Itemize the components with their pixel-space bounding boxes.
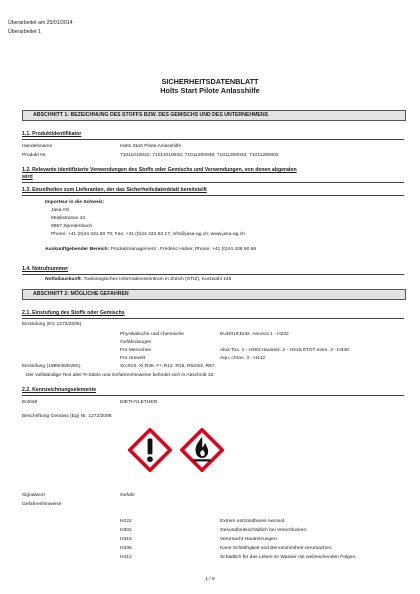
classification-row-label: Für Menschen	[120, 348, 152, 353]
subsection-1-3-title: 1.3. Einzelheiten zum Lieferanten, der das Sicherheitsdatenblatt bereitstellt	[22, 187, 207, 193]
old-classification-label: Einstufung (1999/45/EWG)	[22, 364, 81, 369]
signal-word-value: Gefahr	[120, 493, 135, 498]
trade-name-value: Holts Start Pilote Anlasshilfe	[120, 144, 182, 149]
section-2-title: ABSCHNITT 2: MÖGLICHE GEFAHREN	[33, 291, 129, 298]
divider	[22, 139, 404, 140]
expert-value: Produktmanagement , Frédéric Huber, Phone: +41 (0)44 439 90 66	[110, 247, 257, 252]
hazard-code: H412	[120, 555, 132, 560]
hazard-text: Kann Schläfrigkeit und Benommenheit verursachen.	[220, 546, 333, 551]
product-no-label: Produkt Nr.	[22, 153, 47, 158]
revision-date: Überarbeitet am 25/01/2014	[8, 20, 73, 26]
company-street: Müslistrasse 43	[51, 216, 85, 221]
classification-row-label: Für Umwelt	[120, 356, 145, 361]
emergency-value: Toxikologisches Informationszentrum in Zürich (STIZ), Kurzwahl 145	[83, 277, 232, 282]
contains-label: Enthält	[22, 400, 38, 405]
hazard-code: H302	[120, 528, 132, 533]
subsection-1-4-title: 1.4. Notrufnummer	[22, 266, 69, 272]
section-2-header	[22, 289, 406, 300]
trade-name-label: Handelsname	[22, 144, 53, 149]
hazard-text: Gesundheitsschädlich bei Verschlucken.	[220, 528, 308, 533]
contains-value: DIETHYLETHER	[120, 400, 158, 405]
classification-row-value: Akut Tox. 4 - H302;Hautreiz. 2 - H315;STOT einm. 3 - H336	[220, 348, 349, 353]
section-1-header	[22, 110, 406, 121]
document-title: SICHERHEITSDATENBLATT	[161, 77, 259, 86]
revision-number: Überarbeitet 1	[8, 29, 41, 35]
hazard-code: H315	[120, 537, 132, 542]
product-title: Holts Start Pilote Anlasshilfe	[160, 86, 260, 95]
divider	[22, 395, 404, 396]
importer-label: Importeur in die Schweiz:	[45, 200, 105, 205]
hazard-statements-label: Gefahrenhinweise	[22, 502, 62, 507]
subsection-1-2-title-cont: wird	[22, 174, 33, 180]
company-city: 8957 Spreitenbach	[51, 224, 93, 229]
labelling-label: Beschriftung Gemäss (Eg) Nr. 1272/2008	[22, 414, 112, 419]
flame-icon	[180, 428, 224, 472]
hazard-text: Schädlich für das Leben im Wasser mit weitreichenden Folgen.	[220, 555, 357, 560]
company-contact: Phone: +41 (0)44 431 60 70; Fax: +41 (0)44 432 63 17; info@jasa-ag.ch; www.jasa-ag.ch	[51, 232, 245, 237]
subsection-2-2-title: 2.2. Kennzeichnungselemente	[22, 387, 97, 393]
divider	[22, 182, 404, 183]
r-phrases-note: Der vollständige Text aller R-Sätze und Gefahrenhinweise befindet sich in Abschnitt 16.	[26, 373, 215, 378]
classification-row-value: EUH019;Entz. Aerosol 1 - H222	[220, 332, 289, 337]
signal-word-label: Signalwort	[22, 493, 45, 498]
product-no-value: 71011010022; 71011010033, 71011300048, 71011300033, 71011290002	[120, 153, 279, 158]
hazard-code: H336	[120, 546, 132, 551]
page-number: 1 / 8	[205, 577, 215, 582]
classification-label: Einstufung (EG 1272/2008)	[22, 322, 82, 327]
old-classification-value: Xn;R22. Xi;R38. F+;R12. R19, R52/53, R67.	[120, 364, 216, 369]
section-1-title: ABSCHNITT 1: BEZEICHNUNG DES STOFFS BZW. DES GEMISCHS UND DES UNTERNEHMENS	[33, 112, 269, 119]
hazard-text: Verursacht Hautreizungen.	[220, 537, 278, 542]
subsection-2-1-title: 2.1. Einstufung des Stoffs oder Gemischs	[22, 310, 125, 316]
exclamation-icon	[128, 428, 172, 472]
classification-row-label: Physikalische und chemische	[120, 332, 184, 337]
classification-row-value: Aqu. chron. 3 - H412	[220, 356, 266, 361]
divider	[22, 274, 404, 275]
subsection-1-2-title: 1.2. Relevante identifizierte Verwendungen des Stoffs oder Gemischs und Verwendungen, von denen abgeraten	[22, 167, 297, 173]
divider	[22, 318, 404, 319]
divider	[22, 195, 404, 196]
company-name: Jasa AG	[51, 208, 70, 213]
subsection-1-1-title: 1.1. Produktidentifikator	[22, 131, 82, 137]
hazard-code: H222	[120, 519, 132, 524]
emergency-label: Notfallauskunft:	[45, 277, 83, 282]
expert-label: Auskunftgebender Bereich:	[45, 247, 110, 252]
hazard-text: Extrem entzündbares Aerosol.	[220, 519, 286, 524]
expert-info-line	[45, 247, 256, 252]
emergency-line	[45, 277, 231, 282]
classification-row-label: Gefährdungen	[120, 340, 152, 345]
